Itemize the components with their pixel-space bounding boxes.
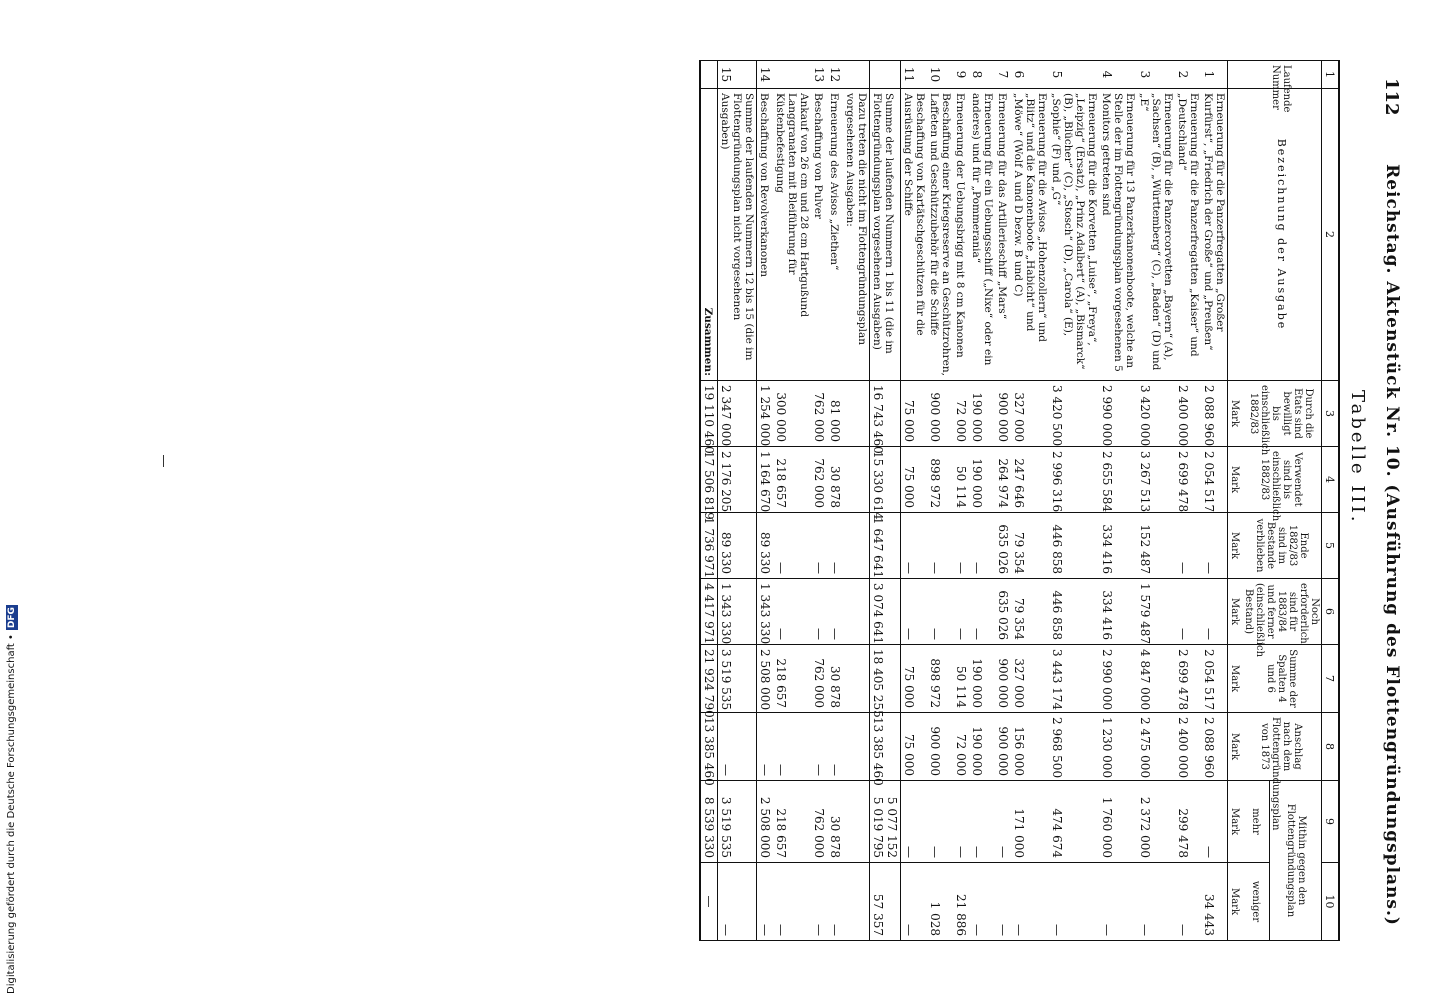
cell-noch: — [927,579,953,645]
cell-bestand: 79 354 [1011,513,1049,579]
row-number: 10 [927,61,953,89]
cell-noch: 1 579 487 [1137,579,1175,645]
header-weniger: weniger [1242,863,1270,941]
cell-bestand: 89 330 [718,513,757,579]
cell-noch: 1 343 330 [718,579,757,645]
cell-noch: — [811,579,827,645]
col-number: 9 [1322,781,1340,863]
row-description: Ankauf von 26 cm und 28 cm Hartgußund Langgranaten mit Bleiführung für Küstenbefestigung [773,89,811,381]
cell-summe: 4 847 000 [1137,645,1175,713]
subtotal-net-mehr: 5 019 795 [871,796,885,858]
rotated-table-page [166,60,1406,960]
cell-summe: 762 000 [811,645,827,713]
cell-noch: 1 343 330 [757,579,774,645]
cell-bewilligt: 2 990 000 [1099,381,1137,447]
cell-noch: — [969,579,995,645]
row-number: 9 [953,61,969,89]
header-mithin: Mithin gegen den Flottengründungsplan [1270,781,1322,941]
table-row [901,61,928,941]
cell-mehr: 30 878 [827,781,843,863]
cell-summe: 898 972 [927,645,953,713]
column-header-row [1270,61,1322,941]
cell-bewilligt: 81 000 [827,381,843,447]
cell-noch: 79 354 [1011,579,1049,645]
cell-mehr: 2 372 000 [1137,781,1175,863]
cell-anschlag: 2 968 500 [1049,713,1099,781]
header-noch-erforderlich: Noch erforderlich sind für 1883/84 und ferner (einschließlich Bestand) [1242,579,1322,645]
cell-anschlag: 190 000 [969,713,995,781]
cell-bewilligt: 2 400 000 [1175,381,1201,447]
cell-weniger: — [700,863,718,941]
cell-summe: 75 000 [901,645,928,713]
page-number: 112 [1381,78,1402,116]
cell-bewilligt: 900 000 [927,381,953,447]
cell-summe: 30 878 [827,645,843,713]
row-number: 15 [718,61,757,89]
cell-anschlag: 13 385 460 [700,713,718,781]
unit-row [1228,61,1243,941]
table-row [1201,61,1228,941]
header-verwendet: Verwendet sind bis einschließlich 1882/83 [1242,447,1322,513]
cell-verwendet: 218 657 [773,447,811,513]
cell-summe: 190 000 [969,645,995,713]
cell-mehr: 3 519 535 [718,781,757,863]
text-cursor-mark [163,455,164,467]
cell-mehr: — [953,781,969,863]
cell-noch: — [1175,579,1201,645]
table-row [1175,61,1201,941]
cell-bestand: 334 416 [1099,513,1137,579]
cell-weniger: — [969,863,995,941]
col-number: 5 [1322,513,1340,579]
cell-weniger: 57 357 [870,863,901,941]
row-number-empty [843,61,870,89]
cell-mehr: 2 508 000 [757,781,774,863]
cell-weniger: — [995,863,1011,941]
unit-label: Mark [1228,863,1243,941]
header-mehr: mehr [1242,781,1270,863]
cell-anschlag: — [811,713,827,781]
cell-mehr: 762 000 [811,781,827,863]
table-row [1099,61,1137,941]
cell-verwendet: 1 164 670 [757,447,774,513]
cell-weniger: — [1175,863,1201,941]
cell-verwendet: 264 974 [995,447,1011,513]
row-number: 4 [1099,61,1137,89]
unit-label: Mark [1228,513,1243,579]
header-summe: Summe der Spalten 4 und 6 [1242,645,1322,713]
note-text: Dazu treten die nicht im Flottengründungsplan vorgesehenen Ausgaben: [843,89,870,381]
cell-weniger: — [757,863,774,941]
unit-empty [1228,89,1243,381]
cell-verwendet: 2 054 517 [1201,447,1228,513]
cell-verwendet: 15 330 614 [870,447,901,513]
cell-noch: 4 417 971 [700,579,718,645]
cell-bestand: 1 736 971 [700,513,718,579]
cell-verwendet: 2 996 316 [1049,447,1099,513]
unit-empty [1228,61,1243,89]
cell-anschlag: 72 000 [953,713,969,781]
cell-verwendet: 2 655 584 [1099,447,1137,513]
cell-verwendet: 898 972 [927,447,953,513]
cell-noch: — [773,579,811,645]
table-row [1011,61,1049,941]
cell-anschlag: 900 000 [927,713,953,781]
row-number: 5 [1049,61,1099,89]
row-number: 2 [1175,61,1201,89]
stamp-text: Digitalisierung gefördert durch die Deutsche Forschungsgemeinschaft • [6,634,17,994]
row-number: 8 [969,61,995,89]
row-number: 13 [811,61,827,89]
cell-anschlag: 2 088 960 [1201,713,1228,781]
row-number: 11 [901,61,928,89]
cell-summe: 2 054 517 [1201,645,1228,713]
subtotal-mehr: 5 077 152 [885,796,899,858]
row-description: Beschaffung von Revolverkanonen [757,89,774,381]
cell-mehr: 474 674 [1049,781,1099,863]
table-body [700,61,1228,941]
cell-bestand: 89 330 [757,513,774,579]
cell-bewilligt: 3 420 000 [1137,381,1175,447]
cell-weniger: 21 886 [953,863,969,941]
cell-mehr: — [995,781,1011,863]
col-number: 3 [1322,381,1340,447]
cell-bestand: 635 026 [995,513,1011,579]
cell-summe: 218 657 [773,645,811,713]
cell-noch: — [953,579,969,645]
col-number: 2 [1322,89,1340,381]
cell-bewilligt: 19 110 460 [700,381,718,447]
table-row [757,61,774,941]
row-description: Erneuerung für 13 Panzerkanonenboote, welche an Stelle der im Flottengründungsplan vorgesehenen 5 Monitors getreten sind [1099,89,1137,381]
cell-mehr: 299 478 [1175,781,1201,863]
row-description: Erneuerung für die Panzercorvetten „Bayern“ (A), „Sachsen“ (B), „Württemberg“ (C), „Baden“ (D) und „E“ [1137,89,1175,381]
dfg-logo: DFG [7,607,17,629]
col-number: 1 [1322,61,1340,89]
cell-bewilligt: 327 000 [1011,381,1049,447]
data-table [699,60,1340,941]
row-description: Beschaffung von Pulver [811,89,827,381]
cell-weniger: — [901,863,928,941]
subtotal-row [870,61,901,941]
row-number: 12 [827,61,843,89]
table-row [927,61,953,941]
row-number-empty [700,61,718,89]
unit-label: Mark [1228,579,1243,645]
page-title: Reichstag. Aktenstück Nr. 10. (Ausführung des Flottengründungsplans.) [1382,164,1402,926]
cell-bestand: — [1175,513,1201,579]
column-number-row [1322,61,1340,941]
cell-summe: 2 508 000 [757,645,774,713]
table-title: Tabelle III. [1347,390,1368,525]
cell-mehr: — [901,781,928,863]
total-label: Zusammen: [700,89,718,381]
unit-label: Mark [1228,645,1243,713]
cell-anschlag: 156 000 [1011,713,1049,781]
cell-verwendet: 17 506 819 [700,447,718,513]
table-row [1137,61,1175,941]
row-number: 6 [1011,61,1049,89]
cell-bewilligt: 2 088 960 [1201,381,1228,447]
table-row [969,61,995,941]
cell-bewilligt: 1 254 000 [757,381,774,447]
row-description: Beschaffung einer Kriegsreserve an Geschützrohren, Laffeten und Geschützzubehör für die Schiffe [927,89,953,381]
digitization-stamp [2,604,22,994]
row-description: Erneuerung für die Korvetten „Luise“, „Freya“, „Leipzig“ (Ersatz), „Prinz Adalbert“ (A), „Bismarck“ (B), „Blücher“ (C), „Stosch“ (D), „Carola“ (E), „Sophie“ (F) und „G“ [1049,89,1099,381]
cell-verwendet: 762 000 [811,447,827,513]
total-row [700,61,718,941]
cell-bewilligt: 190 000 [969,381,995,447]
cell-weniger: — [1049,863,1099,941]
cell-bestand: — [969,513,995,579]
row-description: Erneuerung des Avisos „Ziethen“ [827,89,843,381]
table-row [773,61,811,941]
row-description: Summe der laufenden Nummern 12 bis 15 (die im Flottengründungsplan nicht vorgesehenen Ausgaben) [718,89,757,381]
cell-summe: 50 114 [953,645,969,713]
header-bezeichnung: Bezeichnung der Ausgabe [1242,89,1322,381]
cell-summe: 900 000 [995,645,1011,713]
cell-verwendet: 3 267 513 [1137,447,1175,513]
cell-summe: 327 000 [1011,645,1049,713]
cell-bewilligt: 16 743 460 [870,381,901,447]
cell-noch: 635 026 [995,579,1011,645]
cell-mehr: 171 000 [1011,781,1049,863]
header-bestand: Ende 1882/83 sind im Bestande verblieben [1242,513,1322,579]
cell-bewilligt: 72 000 [953,381,969,447]
unit-label: Mark [1228,381,1243,447]
row-description: Erneuerung für die Avisos „Hohenzollern“ und „Blitz“ und die Kanonenboote „Habicht“ und „Möwe“ (Wolf A und D bezw. B und C) [1011,89,1049,381]
cell-summe: 2 990 000 [1099,645,1137,713]
cell-bestand: 446 858 [1049,513,1099,579]
cell-noch: — [901,579,928,645]
cell-anschlag: — [773,713,811,781]
cell-anschlag: — [827,713,843,781]
header-anschlag: Anschlag nach dem Flottengründungsplan von 1873 [1242,713,1322,781]
cell-noch: — [827,579,843,645]
row-description: Erneuerung für das Artillerieschiff „Mars“ [995,89,1011,381]
cell-noch: — [1201,579,1228,645]
cell-bestand: — [953,513,969,579]
cell-weniger: — [1011,863,1049,941]
cell-verwendet: 30 878 [827,447,843,513]
cell-anschlag: 2 475 000 [1137,713,1175,781]
cell-mehr: 1 760 000 [1099,781,1137,863]
cell-mehr: — [1201,781,1228,863]
unit-label: Mark [1228,713,1243,781]
cell-bestand: — [901,513,928,579]
cell-bewilligt: 762 000 [811,381,827,447]
header-laufende-nummer: Laufende Nummer [1242,61,1322,89]
cell-verwendet: 75 000 [901,447,928,513]
col-number: 7 [1322,645,1340,713]
cell-summe: 2 699 478 [1175,645,1201,713]
cell-mehr: — [969,781,995,863]
cell-weniger: 1 028 [927,863,953,941]
cell-bestand: — [773,513,811,579]
subtotal-label: Summe der laufenden Nummern 1 bis 11 (die im Flottengründungsplan vorgesehenen Ausgaben) [870,89,901,381]
row-description: Beschaffung von Kartätschgeschützen für die Ausrüstung der Schiffe [901,89,928,381]
cell-bestand: — [827,513,843,579]
col-number: 6 [1322,579,1340,645]
cell-verwendet: 247 646 [1011,447,1049,513]
cell-summe: 3 519 535 [718,645,757,713]
table-row [827,61,843,941]
table-row [995,61,1011,941]
row-number: 1 [1201,61,1228,89]
cell-noch: 3 074 641 [870,579,901,645]
cell-anschlag: — [718,713,757,781]
row-number: 7 [995,61,1011,89]
cell-mehr: 218 657 [773,781,811,863]
cell-bewilligt: 2 347 000 [718,381,757,447]
row-description: Erneuerung für die Panzerfregatten „Kaiser“ und „Deutschland“ [1175,89,1201,381]
cell-bestand: — [811,513,827,579]
cell-bewilligt: 900 000 [995,381,1011,447]
cell-summe: 3 443 174 [1049,645,1099,713]
unit-label: Mark [1228,447,1243,513]
page-header [1376,60,1406,960]
cell-weniger: 34 443 [1201,863,1228,941]
cell-mehr: 8 539 330 [700,781,718,863]
note-row [843,61,870,941]
cell-noch: 446 858 [1049,579,1099,645]
header-bewilligt: Durch die Etats sind bewilligt bis einschließlich 1882/83 [1242,381,1322,447]
cell-weniger: — [773,863,811,941]
cell-bestand: — [1201,513,1228,579]
cell-verwendet: 50 114 [953,447,969,513]
col-number: 8 [1322,713,1340,781]
col-number: 10 [1322,863,1340,941]
cell-bewilligt: 75 000 [901,381,928,447]
cell-bestand: 1 647 641 [870,513,901,579]
row-description: Erneuerung für die Panzerfregatten „Großer Kurfürst“, „Friedrich der Große“ und „Preußen“ [1201,89,1228,381]
table-row [718,61,757,941]
cell-verwendet: 2 176 205 [718,447,757,513]
row-description: Erneuerung für ein Uebungsschiff („Nixe“ oder ein anderes) und für „Pommerania“ [969,89,995,381]
cell-anschlag: 1 230 000 [1099,713,1137,781]
cell-bewilligt: 300 000 [773,381,811,447]
cell-mehr: — [927,781,953,863]
table-row [811,61,827,941]
cell-weniger: — [1099,863,1137,941]
cell-noch: 334 416 [1099,579,1137,645]
table-row [953,61,969,941]
cell-anschlag: 2 400 000 [1175,713,1201,781]
cell-weniger: — [811,863,827,941]
table-row [1049,61,1099,941]
cell-summe: 21 924 790 [700,645,718,713]
cell-weniger: — [718,863,757,941]
cell-anschlag: 900 000 [995,713,1011,781]
cell-verwendet: 190 000 [969,447,995,513]
cell-anschlag: — [757,713,774,781]
cell-anschlag: 75 000 [901,713,928,781]
row-number: 14 [757,61,774,89]
cell-mehr [870,781,901,863]
cell-weniger: — [1137,863,1175,941]
cell-anschlag: 13 385 460 [870,713,901,781]
row-number-empty [870,61,901,89]
cell-summe: 18 405 255 [870,645,901,713]
row-number: 3 [1137,61,1175,89]
row-number [773,61,811,89]
cell-bestand: — [927,513,953,579]
cell-bestand: 152 487 [1137,513,1175,579]
cell-weniger: — [827,863,843,941]
col-number: 4 [1322,447,1340,513]
cell-verwendet: 2 699 478 [1175,447,1201,513]
row-description: Erneuerung der Uebungsbrigg mit 8 cm Kanonen [953,89,969,381]
stamp-text-wrapper [2,604,22,994]
unit-label: Mark [1228,781,1243,863]
cell-bewilligt: 3 420 500 [1049,381,1099,447]
